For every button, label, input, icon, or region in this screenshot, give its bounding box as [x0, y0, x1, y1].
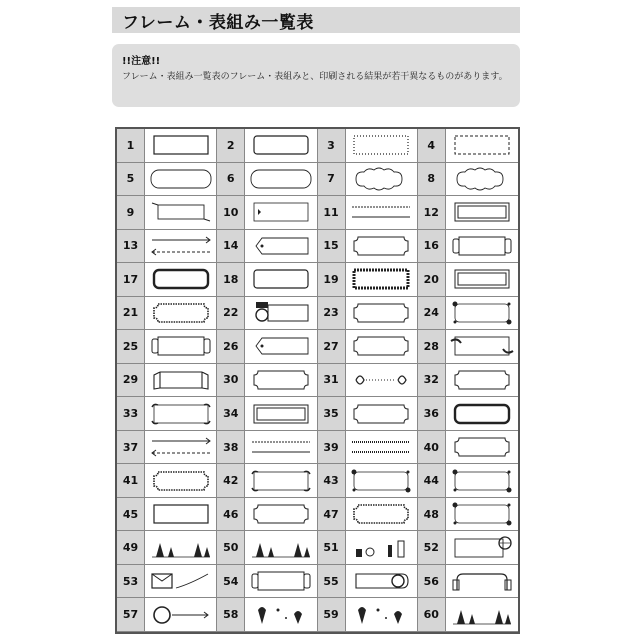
frame-number: 56	[418, 565, 446, 598]
frame-fairy-icon	[248, 602, 314, 628]
frame-leafy-icon	[449, 501, 515, 527]
frame-double-icon	[449, 266, 515, 292]
frame-sample	[346, 163, 417, 196]
frame-corner-icon	[248, 468, 314, 494]
frame-cell	[117, 397, 217, 431]
frame-sample	[145, 196, 216, 229]
frame-thick-round-icon	[449, 401, 515, 427]
frame-number: 48	[418, 498, 446, 531]
frame-sample	[145, 230, 216, 263]
frame-cell	[318, 565, 418, 599]
frame-sample	[245, 263, 316, 296]
frame-sample	[145, 129, 216, 162]
frame-sample	[346, 565, 417, 598]
frame-fancy-icon	[449, 367, 515, 393]
frame-sample	[346, 196, 417, 229]
frame-cell	[418, 397, 518, 431]
frame-cell	[217, 598, 317, 632]
frame-cell	[418, 498, 518, 532]
frame-cell	[418, 598, 518, 632]
frame-double-icon	[449, 199, 515, 225]
frame-number: 39	[318, 431, 346, 464]
frame-cell	[318, 364, 418, 398]
frame-cell	[318, 498, 418, 532]
frame-sample	[245, 431, 316, 464]
frame-sample	[245, 230, 316, 263]
frame-sample	[145, 263, 216, 296]
frame-fancy-icon	[248, 501, 314, 527]
frame-cell	[217, 498, 317, 532]
frame-cell	[418, 230, 518, 264]
frame-number: 40	[418, 431, 446, 464]
frame-number: 22	[217, 297, 245, 330]
frame-cell	[318, 196, 418, 230]
frame-number: 29	[117, 364, 145, 397]
frame-cell	[117, 498, 217, 532]
frame-sample	[245, 163, 316, 196]
frame-number: 53	[117, 565, 145, 598]
frame-trees-icon	[148, 535, 214, 561]
frame-sample	[245, 196, 316, 229]
notice-heading: !!注意!!	[122, 56, 161, 67]
frame-sample	[245, 129, 316, 162]
frame-fancy-icon	[248, 367, 314, 393]
frame-number: 31	[318, 364, 346, 397]
frame-sample	[245, 297, 316, 330]
frame-number: 55	[318, 565, 346, 598]
frame-clock-arrow-icon	[148, 602, 214, 628]
frame-sample	[446, 230, 518, 263]
frame-number: 60	[418, 598, 446, 631]
frame-cell	[117, 364, 217, 398]
frame-arrows-icon	[148, 233, 214, 259]
frame-number: 59	[318, 598, 346, 631]
frame-sample	[245, 364, 316, 397]
frame-sample	[145, 565, 216, 598]
frame-cell	[117, 464, 217, 498]
frame-number: 19	[318, 263, 346, 296]
frame-fancy-icon	[348, 401, 414, 427]
frame-cell	[217, 431, 317, 465]
frame-dotted-icon	[348, 132, 414, 158]
frame-sample	[446, 431, 518, 464]
frame-sample	[346, 431, 417, 464]
frame-cell	[318, 598, 418, 632]
frame-number: 2	[217, 129, 245, 162]
frame-number: 21	[117, 297, 145, 330]
frame-number: 42	[217, 464, 245, 497]
frame-double-icon	[248, 401, 314, 427]
frame-sample	[245, 531, 316, 564]
frame-cell	[117, 297, 217, 331]
frame-cell	[217, 397, 317, 431]
frame-fancy-icon	[348, 233, 414, 259]
frame-sample	[346, 263, 417, 296]
frame-cell	[217, 531, 317, 565]
frame-sample	[145, 330, 216, 363]
frame-scroll-icon	[449, 233, 515, 259]
frame-ribbon-tag-icon	[248, 333, 314, 359]
frame-number: 57	[117, 598, 145, 631]
frame-cell	[318, 230, 418, 264]
frame-number: 4	[418, 129, 446, 162]
frame-leafy-icon	[449, 300, 515, 326]
frame-cell	[217, 196, 317, 230]
frame-number: 43	[318, 464, 346, 497]
frame-number: 47	[318, 498, 346, 531]
frame-ornate-icon	[148, 300, 214, 326]
frame-sample	[446, 565, 518, 598]
frame-sample	[145, 531, 216, 564]
frame-cell	[217, 129, 317, 163]
frame-sample	[145, 163, 216, 196]
frame-cell	[418, 565, 518, 599]
frame-number: 36	[418, 397, 446, 430]
frame-scroll-icon	[248, 568, 314, 594]
frame-cell	[418, 196, 518, 230]
frame-clock-icon	[348, 568, 414, 594]
frame-trees-icon	[248, 535, 314, 561]
frame-cell	[217, 330, 317, 364]
frame-leafy-icon	[449, 468, 515, 494]
frame-lines-icon	[248, 434, 314, 460]
frame-tag-frame-icon	[248, 199, 314, 225]
frame-envelope-icon	[148, 568, 214, 594]
frame-number: 51	[318, 531, 346, 564]
frame-sample	[145, 498, 216, 531]
frame-number: 27	[318, 330, 346, 363]
frame-cell	[117, 330, 217, 364]
frame-sample	[145, 364, 216, 397]
frame-sample	[346, 397, 417, 430]
frame-cell	[418, 431, 518, 465]
frame-cell	[117, 230, 217, 264]
frame-cell	[217, 263, 317, 297]
frame-sample	[346, 129, 417, 162]
frame-number: 17	[117, 263, 145, 296]
frame-fancy-icon	[348, 300, 414, 326]
frame-cell	[318, 397, 418, 431]
frame-sample	[145, 397, 216, 430]
frame-number: 3	[318, 129, 346, 162]
frame-number: 13	[117, 230, 145, 263]
frame-cell	[318, 263, 418, 297]
frame-sample	[245, 598, 316, 631]
frame-trees-icon	[449, 602, 515, 628]
frame-number: 38	[217, 431, 245, 464]
frame-number: 26	[217, 330, 245, 363]
frame-rect-icon	[148, 132, 214, 158]
frame-rounded-wide-icon	[248, 166, 314, 192]
frame-number: 30	[217, 364, 245, 397]
frame-ornate-icon	[148, 468, 214, 494]
frame-cloud-icon	[449, 166, 515, 192]
frame-number: 54	[217, 565, 245, 598]
frame-number: 28	[418, 330, 446, 363]
frame-sample	[446, 364, 518, 397]
notice-body: フレーム・表組み一覧表のフレーム・表組みと、印刷される結果が若干異なるものがあります。	[122, 72, 508, 82]
frame-sample	[446, 163, 518, 196]
frame-number: 12	[418, 196, 446, 229]
frame-cell	[217, 297, 317, 331]
frame-sample	[145, 598, 216, 631]
frame-cell	[117, 129, 217, 163]
frame-sample	[446, 263, 518, 296]
frame-number: 45	[117, 498, 145, 531]
frame-sample	[346, 364, 417, 397]
frame-number: 46	[217, 498, 245, 531]
frame-sample	[346, 297, 417, 330]
frame-number: 1	[117, 129, 145, 162]
frame-sample	[245, 464, 316, 497]
frame-leafy-icon	[348, 468, 414, 494]
frame-sample	[245, 397, 316, 430]
frame-rect-icon	[148, 501, 214, 527]
frame-number: 58	[217, 598, 245, 631]
frame-sample	[446, 129, 518, 162]
frame-sample	[145, 431, 216, 464]
frame-scroll-icon	[148, 333, 214, 359]
frame-number: 49	[117, 531, 145, 564]
frame-cell	[318, 129, 418, 163]
frame-cell	[117, 598, 217, 632]
frame-banner-icon	[148, 367, 214, 393]
frame-cloud-icon	[348, 166, 414, 192]
frame-number: 34	[217, 397, 245, 430]
frame-sample	[245, 565, 316, 598]
frame-sample	[446, 531, 518, 564]
frame-number: 44	[418, 464, 446, 497]
frame-cell	[418, 330, 518, 364]
frame-cell	[318, 163, 418, 197]
frame-cell	[117, 531, 217, 565]
frame-table	[115, 127, 520, 634]
frame-cell	[217, 230, 317, 264]
frame-rounded-wide-icon	[148, 166, 214, 192]
frame-striped-icon	[348, 266, 414, 292]
frame-number: 6	[217, 163, 245, 196]
frame-ribbon-tag-icon	[248, 233, 314, 259]
frame-round-icon	[248, 266, 314, 292]
frame-cell	[318, 464, 418, 498]
frame-fancy-icon	[449, 434, 515, 460]
frame-sofa-icon	[449, 568, 515, 594]
frame-number: 52	[418, 531, 446, 564]
frame-sample	[446, 464, 518, 497]
frame-number: 10	[217, 196, 245, 229]
frame-number: 37	[117, 431, 145, 464]
frame-dashed-icon	[449, 132, 515, 158]
frame-cell	[418, 464, 518, 498]
frame-number: 14	[217, 230, 245, 263]
frame-sample	[346, 230, 417, 263]
frame-cell	[217, 464, 317, 498]
notice-box	[112, 44, 520, 107]
frame-sample	[245, 330, 316, 363]
frame-round-icon	[248, 132, 314, 158]
frame-sample	[446, 498, 518, 531]
frame-sample	[446, 598, 518, 631]
frame-sample	[346, 531, 417, 564]
frame-number: 20	[418, 263, 446, 296]
frame-ornate-icon	[348, 501, 414, 527]
frame-cell	[117, 163, 217, 197]
frame-ornament-icon	[348, 367, 414, 393]
page-title: フレーム・表組み一覧表	[112, 7, 520, 33]
frame-sample	[446, 297, 518, 330]
frame-corner-icon	[148, 401, 214, 427]
frame-cell	[318, 297, 418, 331]
frame-sample	[245, 498, 316, 531]
frame-cell	[418, 364, 518, 398]
frame-number: 41	[117, 464, 145, 497]
frame-items-icon	[348, 535, 414, 561]
frame-number: 33	[117, 397, 145, 430]
frame-sample	[346, 330, 417, 363]
frame-number: 11	[318, 196, 346, 229]
frame-dotted-lines-icon	[348, 434, 414, 460]
frame-number: 5	[117, 163, 145, 196]
frame-sample	[145, 297, 216, 330]
frame-cell	[117, 263, 217, 297]
frame-fancy-icon	[348, 333, 414, 359]
frame-sample	[145, 464, 216, 497]
frame-hands-icon	[449, 333, 515, 359]
frame-cell	[217, 364, 317, 398]
frame-sample	[446, 397, 518, 430]
frame-cell	[117, 431, 217, 465]
frame-number: 32	[418, 364, 446, 397]
frame-number: 50	[217, 531, 245, 564]
frame-sample	[446, 330, 518, 363]
frame-cell	[418, 297, 518, 331]
frame-cell	[418, 163, 518, 197]
frame-arrow-frame-icon	[148, 199, 214, 225]
frame-number: 16	[418, 230, 446, 263]
frame-sample	[346, 598, 417, 631]
frame-sample	[346, 464, 417, 497]
frame-thick-round-icon	[148, 266, 214, 292]
frame-sample	[446, 196, 518, 229]
frame-lines-icon	[348, 199, 414, 225]
frame-number: 35	[318, 397, 346, 430]
frame-number: 15	[318, 230, 346, 263]
frame-cell	[318, 531, 418, 565]
frame-globe-icon	[449, 535, 515, 561]
frame-cell	[117, 565, 217, 599]
frame-number: 25	[117, 330, 145, 363]
frame-number: 23	[318, 297, 346, 330]
frame-cell	[217, 163, 317, 197]
frame-fairy-icon	[348, 602, 414, 628]
frame-sample	[346, 498, 417, 531]
frame-cell	[318, 431, 418, 465]
frame-cell	[418, 531, 518, 565]
frame-cell	[217, 565, 317, 599]
frame-cell	[418, 263, 518, 297]
frame-cell	[418, 129, 518, 163]
frame-number: 24	[418, 297, 446, 330]
frame-cell	[318, 330, 418, 364]
frame-number: 18	[217, 263, 245, 296]
frame-roller-icon	[248, 300, 314, 326]
frame-cell	[117, 196, 217, 230]
frame-number: 8	[418, 163, 446, 196]
frame-number: 9	[117, 196, 145, 229]
frame-arrows-icon	[148, 434, 214, 460]
frame-number: 7	[318, 163, 346, 196]
